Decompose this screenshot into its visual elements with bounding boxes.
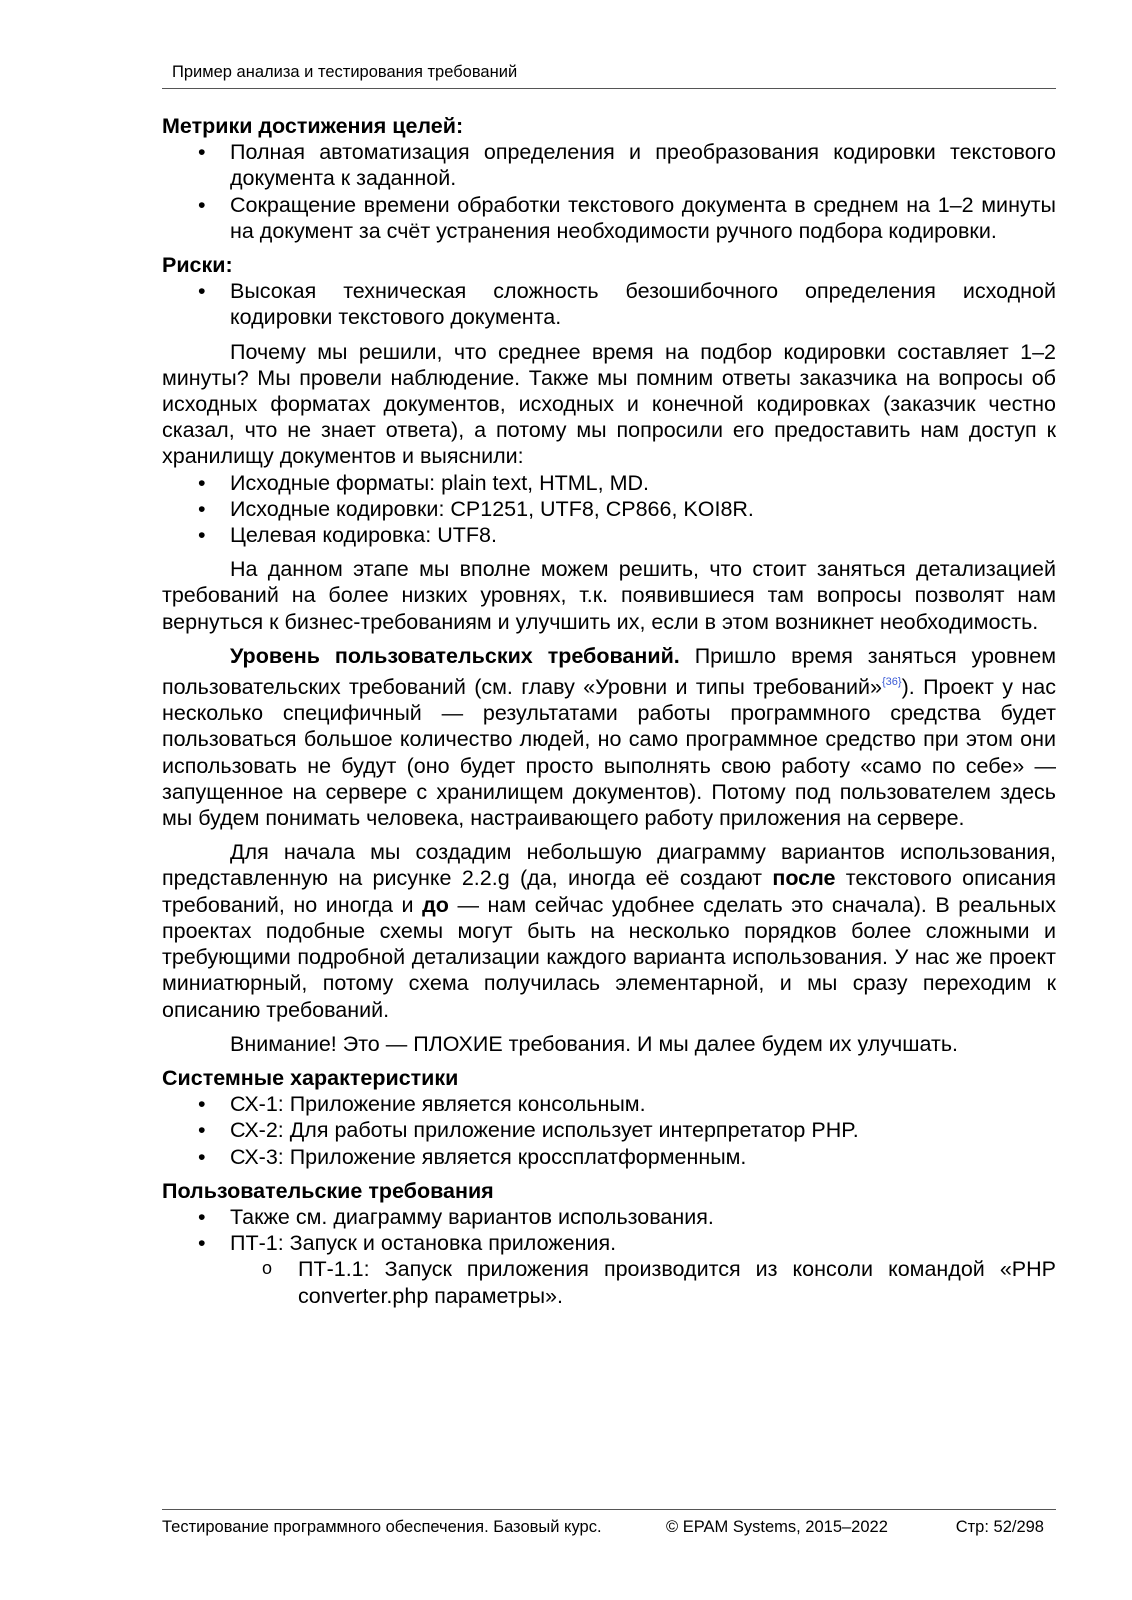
diagram-text-b: текстового описания требований, но иногда и [162,866,1056,917]
diagram-bold-before: до [422,892,449,917]
risks-list [162,278,1056,330]
system-list [162,1091,1056,1170]
diagram-text-c: — нам сейчас удобнее сделать это сначала). В реальных проектах подобные схемы могут быть на несколько порядков более сложными и требующими подробной детализации каждого варианта использования. У нас же проект миниатюрный, потому схема получилась элементарной, и мы сразу переходим к описанию требований. [162,892,1056,1022]
user-level-text-b: ). Проект у нас несколько специфичный — результатами работы программного средства будет пользоваться большое количество людей, но само программное средство при этом они использовать не будут (оно будет просто выполнять свою работу «само по себе» — запущенное на сервере с хранилищем документов). Потому под пользователем здесь мы будем понимать человека, настраивающего работу приложения на сервере. [162,675,1056,831]
goals-heading: Метрики достижения целей: [162,114,464,138]
sub-list [230,1256,1056,1308]
paragraph-user-level [162,643,1056,831]
document-body [162,113,1056,1309]
diagram-text-a: Для начала мы создадим небольшую диаграмму вариантов использования, представленную на рисунке 2.2.g (да, иногда её создают [162,840,1056,891]
list-item: • СХ-1: Приложение является консольным. [162,1091,1056,1117]
user-level-bold: Уровень пользовательских требований. [230,643,680,668]
list-item [162,1230,1056,1309]
paragraph-diagram [162,839,1056,1022]
page-footer [162,1509,1056,1536]
risks-heading: Риски: [162,253,233,278]
formats-list [162,470,1056,549]
footer-copyright: © EPAM Systems, 2015–2022 [666,1518,888,1536]
list-item: • Полная автоматизация определения и преобразования кодировки текстового документа к заданной. [162,139,1056,191]
list-item: • Исходные кодировки: CP1251, UTF8, CP866, KOI8R. [162,496,1056,522]
diagram-bold-after: после [772,866,836,891]
system-heading: Системные характеристики [162,1065,459,1090]
footer-course: Тестирование программного обеспечения. Базовый курс. [162,1518,602,1536]
user-level-text-a: Пришло время заняться уровнем пользовательских требований (см. главу «Уровни и типы требований» [162,643,1056,700]
list-item: • СХ-2: Для работы приложение использует интерпретатор PHP. [162,1117,1056,1143]
page-header [162,58,1056,89]
chapter-ref-link[interactable]: {36} [881,676,902,689]
list-item-text: ПТ-1: Запуск и остановка приложения. [230,1231,617,1256]
goals-list [162,139,1056,244]
paragraph-detailing: На данном этапе мы вполне можем решить, что стоит заняться детализацией требований на более низких уровнях, т.к. появившиеся там вопросы позволят нам вернуться к бизнес-требованиям и улучшить их, если в этом возникнет необходимость. [162,557,1056,634]
list-item: • Высокая техническая сложность безошибочного определения исходной кодировки текстового документа. [162,278,1056,330]
warning-text: Внимание! Это — ПЛОХИЕ требования. И мы далее будем их улучшать. [230,1031,959,1056]
list-item: • Целевая кодировка: UTF8. [162,522,1056,548]
footer-page-number: Стр: 52/298 [955,1518,1044,1536]
paragraph-average-time: Почему мы решили, что среднее время на подбор кодировки составляет 1–2 минуты? Мы провели наблюдение. Также мы помним ответы заказчика на вопросы об исходных форматах документов, исходных и конечной кодировках (заказчик честно сказал, что не знает ответа), а потому мы попросили его предоставить нам доступ к хранилищу документов и выяснили: [162,339,1056,469]
list-item: • СХ-3: Приложение является кроссплатформенным. [162,1144,1056,1170]
list-item: • Исходные форматы: plain text, HTML, MD. [162,470,1056,496]
user-requirements-list [162,1204,1056,1309]
header-title: Пример анализа и тестирования требований [172,63,518,81]
list-item: • Сокращение времени обработки текстового документа в среднем на 1–2 минуты на документ за счёт устранения необходимости ручного подбора кодировки. [162,192,1056,244]
user-requirements-heading: Пользовательские требования [162,1178,494,1203]
sub-list-item: o ПТ-1.1: Запуск приложения производится из консоли командой «PHP converter.php параметры». [230,1256,1056,1308]
list-item: • Также см. диаграмму вариантов использования. [162,1204,1056,1230]
